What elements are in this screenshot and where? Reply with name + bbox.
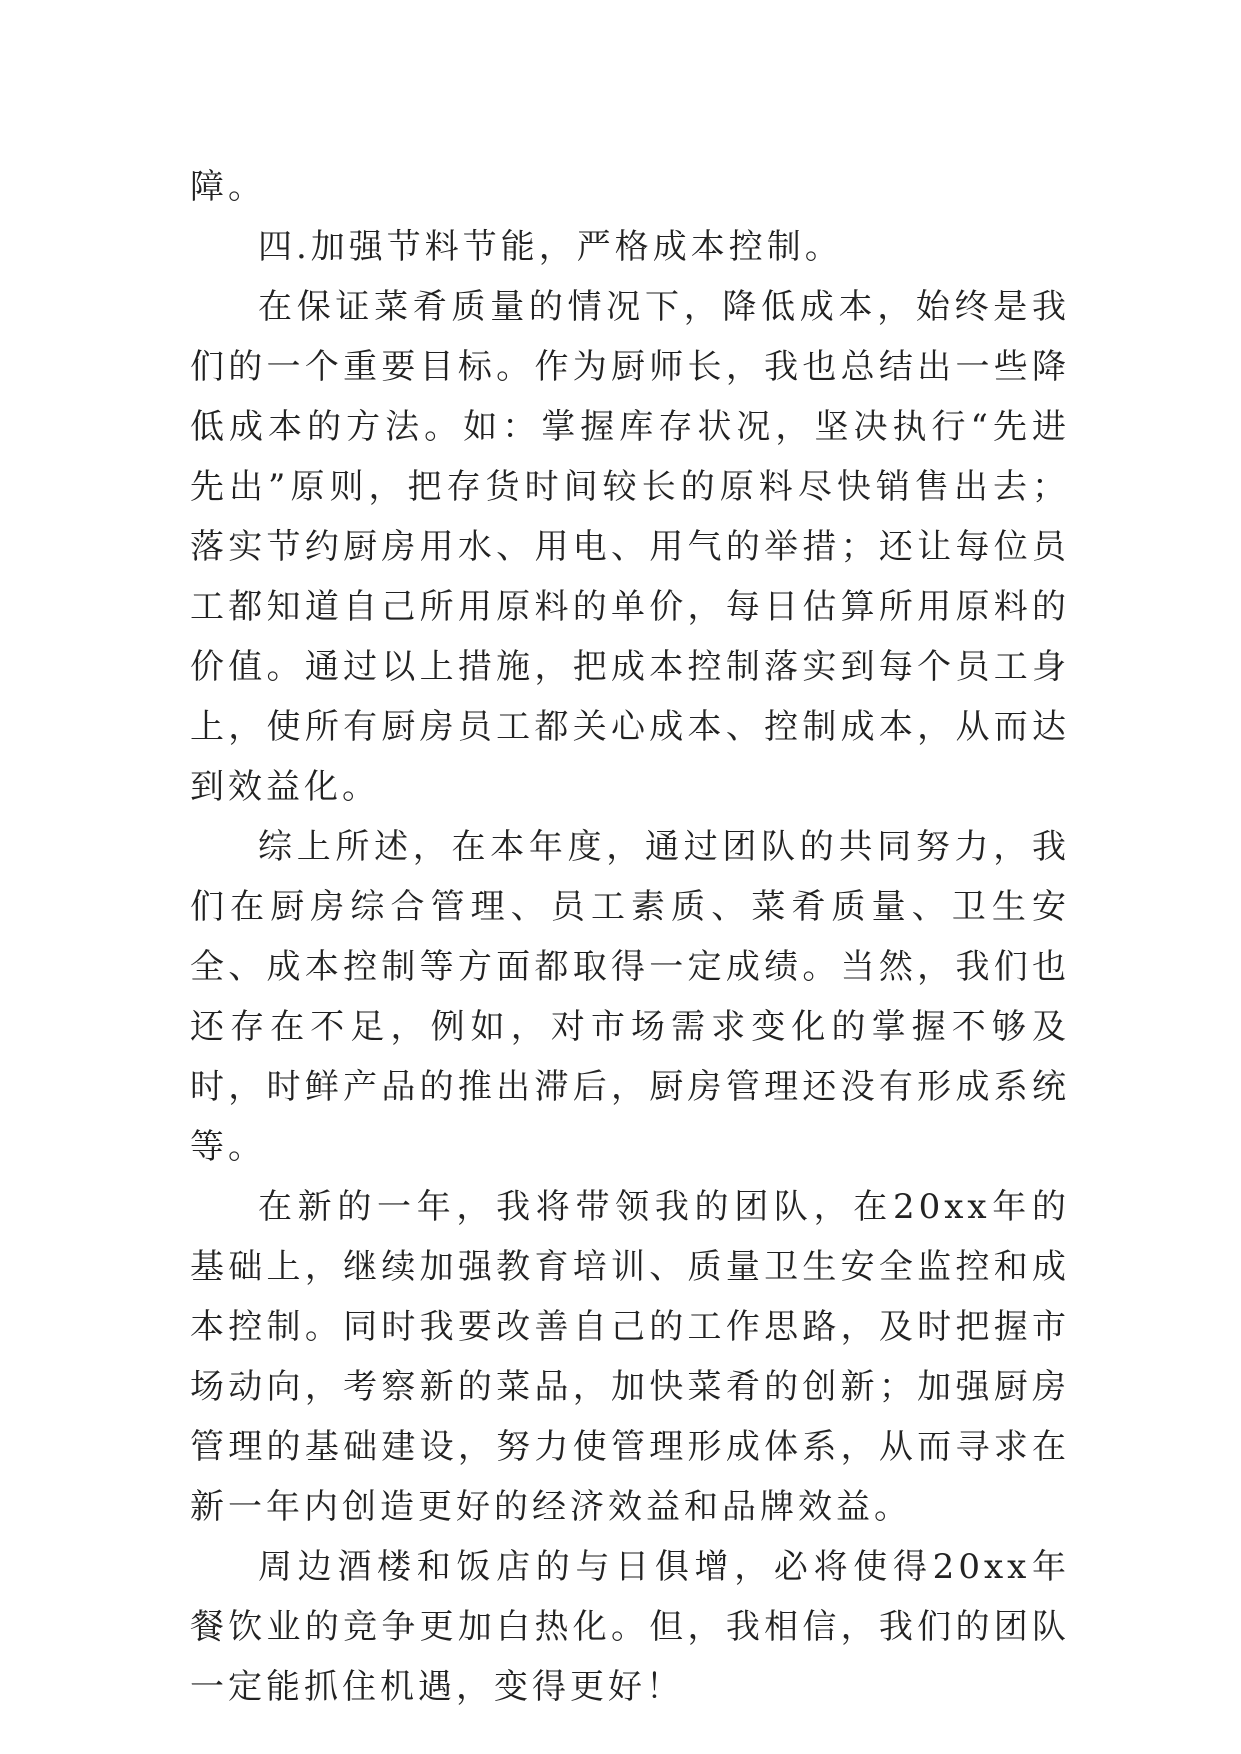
paragraph-cost-reduction: 在保证菜肴质量的情况下，降低成本，始终是我们的一个重要目标。作为厨师长，我也总结出一些降低成本的方法。如：掌握库存状况，坚决执行“先进先出”原则，把存货时间较长的原料尽快销售出去；落实节约厨房用水、用电、用气的举措；还让每位员工都知道自己所用原料的单价，每日估算所用原料的价值。通过以上措施，把成本控制落实到每个员工身上，使所有厨房员工都关心成本、控制成本，从而达到效益化。 — [190, 287, 1070, 807]
paragraph-conclusion: 周边酒楼和饭店的与日俱增，必将使得20xx年餐饮业的竞争更加白热化。但，我相信，我们的团队一定能抓住机遇，变得更好！ — [190, 1547, 1070, 1707]
paragraph-continuation: 障。 — [190, 167, 266, 207]
section-heading-cost-control: 四.加强节料节能，严格成本控制。 — [258, 227, 843, 267]
paragraph-new-year-plan: 在新的一年，我将带领我的团队，在20xx年的基础上，继续加强教育培训、质量卫生安全监控和成本控制。同时我要改善自己的工作思路，及时把握市场动向，考察新的菜品，加快菜肴的创新；加强厨房管理的基础建设，努力使管理形成体系，从而寻求在新一年内创造更好的经济效益和品牌效益。 — [190, 1187, 1070, 1527]
document-body — [190, 157, 1070, 1717]
paragraph-summary: 综上所述，在本年度，通过团队的共同努力，我们在厨房综合管理、员工素质、菜肴质量、卫生安全、成本控制等方面都取得一定成绩。当然，我们也还存在不足，例如，对市场需求变化的掌握不够及时，时鲜产品的推出滞后，厨房管理还没有形成系统等。 — [190, 827, 1070, 1167]
